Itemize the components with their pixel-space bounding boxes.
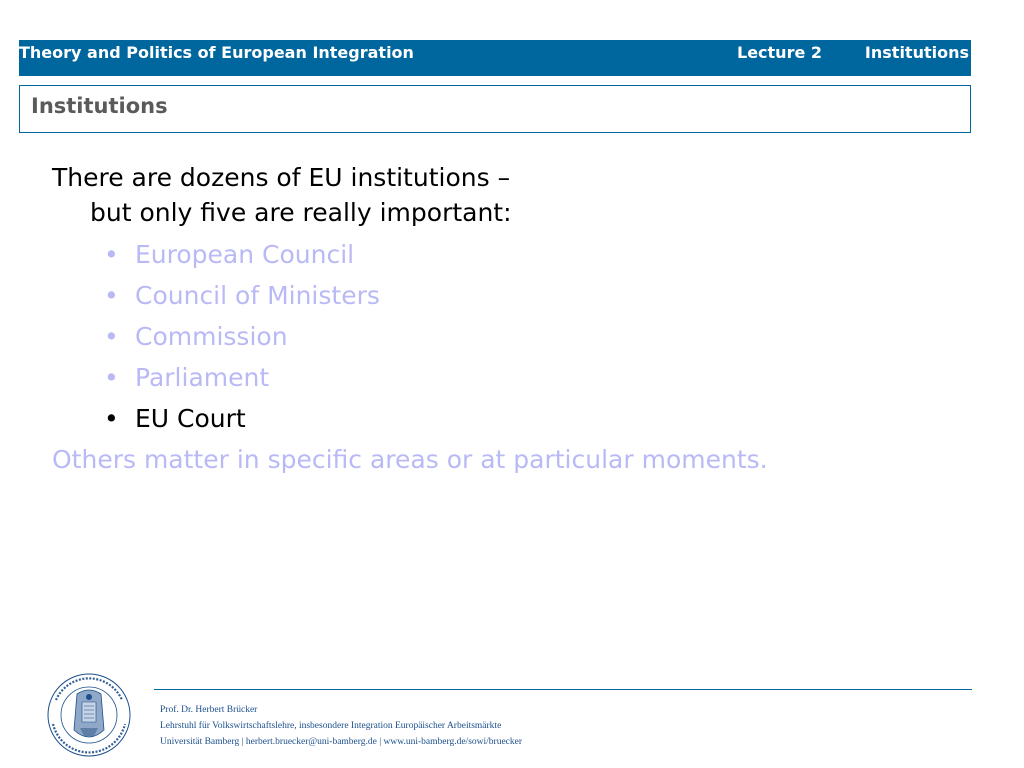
list-item-eu-court: [52, 398, 972, 439]
slide-title-box: [19, 85, 971, 133]
footer-contact: Universität Bamberg | herbert.bruecker@uni-bamberg.de | www.uni-bamberg.de/sowi/bruecker: [160, 737, 523, 747]
list-item-label: Commission: [135, 322, 288, 351]
list-item-label: Council of Ministers: [135, 281, 380, 310]
intro-line-2: but only five are really important:: [90, 198, 512, 227]
institution-list: [52, 234, 972, 439]
list-item-european-council: [52, 234, 972, 275]
footer-author: Prof. Dr. Herbert Brücker: [160, 705, 258, 715]
slide-title: Institutions: [31, 94, 168, 118]
slide-body: [52, 160, 972, 480]
bullet-dot-icon: •: [104, 404, 119, 433]
list-item-commission: [52, 316, 972, 357]
course-title: Theory and Politics of European Integration: [19, 43, 414, 62]
lecture-label: Lecture 2: [737, 43, 823, 62]
footer-rule: [154, 689, 972, 690]
bullet-dot-icon: •: [104, 363, 119, 392]
list-item-council-of-ministers: [52, 275, 972, 316]
footer-text: [160, 702, 522, 750]
bullet-dot-icon: •: [104, 240, 119, 269]
list-item-parliament: [52, 357, 972, 398]
intro-line-1: There are dozens of EU institutions –: [52, 163, 511, 192]
footer-chair: Lehrstuhl für Volkswirtschaftslehre, insbesondere Integration Europäischer Arbeitsmärkte: [160, 721, 502, 731]
closing-line: Others matter in specific areas or at particular moments.: [52, 445, 768, 474]
bullet-dot-icon: •: [104, 322, 119, 351]
list-item-label: Parliament: [135, 363, 270, 392]
topic-label: Institutions: [864, 43, 969, 62]
header-bar: [19, 40, 971, 76]
list-item-label: EU Court: [135, 404, 246, 433]
bullet-dot-icon: •: [104, 281, 119, 310]
university-seal-icon: [44, 672, 134, 758]
list-item-label: European Council: [135, 240, 355, 269]
